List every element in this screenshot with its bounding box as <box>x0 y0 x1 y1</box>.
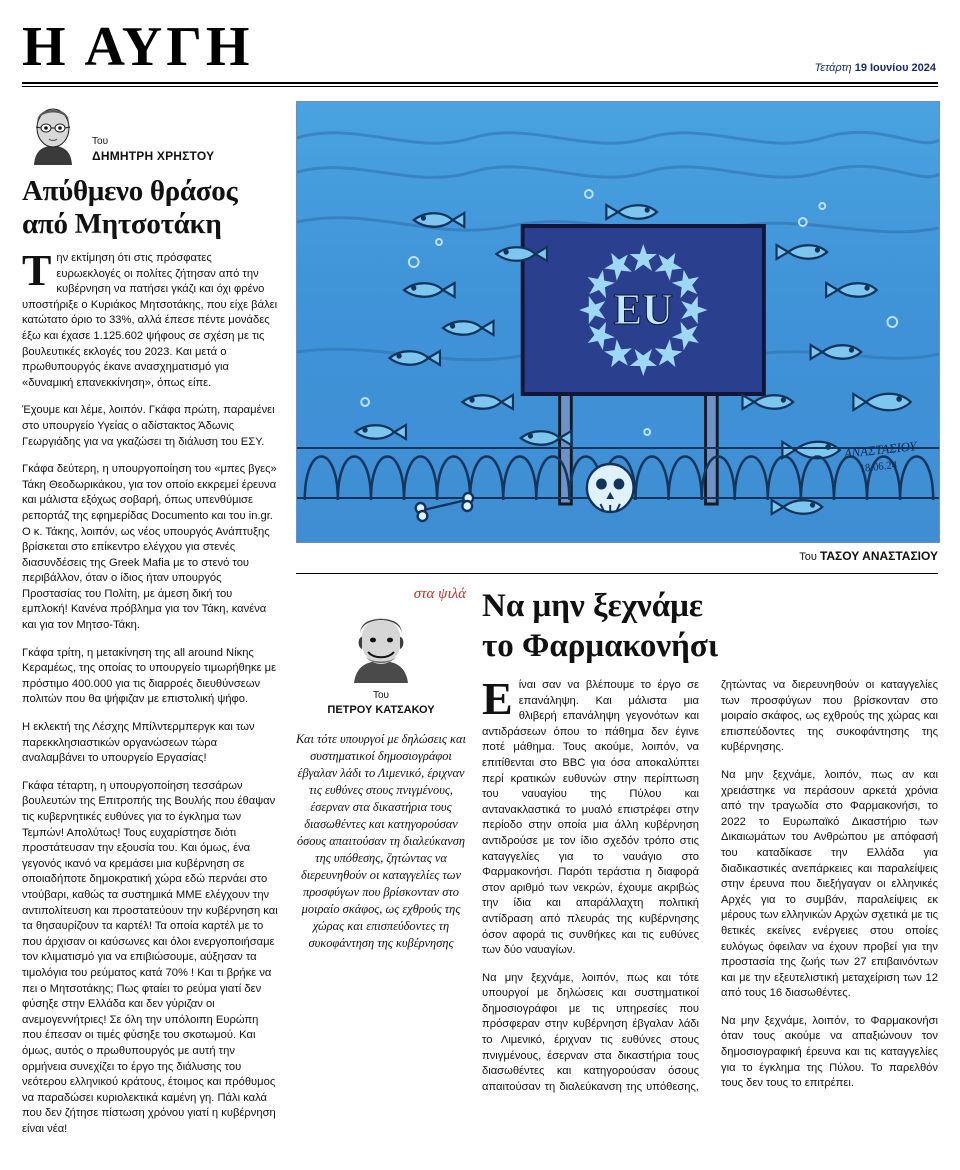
cartoon-signature: ANΑΣΤΑΣΙΟΥ <box>843 439 918 461</box>
feature-paragraph: Να μην ξεχνάμε, λοιπόν, πως αν και χρειάστηκε να περάσουν αρκετά χρόνια από την τραγωδία στο Φαρμακονήσι, το 2022 το Ευρωπαϊκό Δικαστήριο των Δικαιωμάτων του Ανθρώπου με απόφασή του καταδίκασε την Ελλάδα για διαδικαστικές ανεπάρκειες και παραλείψεις στην έρευνα που διεξήγαγαν οι ελληνικές Αρχές για το συμβάν, παραλείψεις εκ μέρους των ελληνικών Αρχών σχετικά με τις θετικές εκείνες ενέργειες στου οποίες ευλόγως όφειλαν να έχουν προβεί για την προστασία της ζωής των 27 επιβαινόντων και με την εξευτελιστική μεταχείριση των 12 από τους 16 διασωθέντες. <box>721 768 938 1000</box>
page-title <box>22 175 278 241</box>
feature-kicker: στα ψιλά <box>413 586 466 602</box>
opinion-paragraph: Έχουμε και λέμε, λοιπόν. Γκάφα πρώτη, παραμένει στο υπουργείο Υγείας ο αδίστακτος Άδωνις Γεωργιάδης για να γκαζώσει τη διάλυση του ΕΣΥ. <box>22 404 275 448</box>
headline-line-1: Απύθμενο θράσος <box>22 175 238 207</box>
opinion-paragraph: Η εκλεκτή της Λέσχης Μπίλντερμπεργκ και των παρεκκλησιαστικών οργανώσεων τώρα αναλαμβάνει το υπουργείο Εργασίας! <box>22 721 255 765</box>
opinion-paragraph <box>22 246 278 391</box>
feature-article <box>296 586 938 1100</box>
masthead-rule <box>22 82 938 84</box>
author-portrait <box>22 101 84 167</box>
billboard-label: EU <box>613 285 674 335</box>
byline-prefix: Του <box>92 136 109 147</box>
feature-title <box>482 586 938 666</box>
opinion-paragraph-text: ην εκτίμηση ότι στις πρόσφατες ευρωεκλογές οι πολίτες ζήτησαν από την κυβέρνηση να πατήσει γκάζι και όχι φρένο υποστήριξε ο Κυριάκος Μητσοτάκης, που είχε βάλει κατώτατο όριο το 33%, αλλά έπεσε πέντε μονάδες έξω και έχασε 1.125.602 ψήφους σε σχέση με τις βουλευτικές εκλογές του 2023. Και μετά ο πρωθυπουργός έκανε ανασχηματισμό για «δυναμική επανεκκίνηση», όπως είπε. <box>22 252 278 389</box>
cartoon-credit-prefix: Του <box>799 551 817 563</box>
masthead <box>22 18 938 80</box>
cartoon-signature-date: 18.06.24 <box>859 458 898 476</box>
feature-author-portrait <box>338 607 424 685</box>
byline-name: ΔΗΜΗΤΡΗ ΧΡΗΣΤΟΥ <box>92 149 215 163</box>
opinion-byline <box>92 135 214 167</box>
feature-dropcap: Ε <box>482 673 513 724</box>
feature-body <box>482 673 938 1100</box>
portrait-illustration <box>22 101 84 167</box>
opinion-paragraph: Γκάφα τρίτη, η μετακίνηση της all around Νίκης Κεραμέως, της οποίας το υπουργείο τιμωρήθηκε με πρόστιμο 400.000 για τις διαρροές διευθύνσεων πολιτών που θα ψήφιζαν με επιστολική ψήφο. <box>22 646 277 706</box>
masthead-rule-thin <box>22 86 938 87</box>
dateline-day: Τετάρτη <box>814 62 852 74</box>
feature-sidebar <box>296 586 466 1100</box>
opinion-body <box>22 246 278 1137</box>
cartoon-block <box>296 101 938 563</box>
dateline <box>815 62 936 74</box>
feature-title-line-1: Να μην ξεχνάμε <box>482 588 703 624</box>
opinion-author-block <box>22 101 278 167</box>
feature-paragraph-text: ίναι σαν να βλέπουμε το έργο σε επανάληψη. Και μάλιστα μια θλιβερή επανάληψη γεγονότων και αντιδράσεων όπου το πάθημα δεν έγινε ποτέ μάθημα. Τους ακούμε, λοιπόν, να επιτίθενται στο BBC για όσα αποκαλύπτει περί κρατικών ευθυνών στην περίπτωση του ναυαγίου της Πύλου και αντανακλαστικά το μυαλό επιστρέφει στην περίοδο στην οποία μια άλλη κυβέρνηση αντιδρούσε με τον ίδιο σχεδόν τρόπο στις καταγγελίες για το ναυάγιο στο Φαρμακονήσι. Παρότι τεράστια η διαφορά στον αριθμό των νεκρών, έχουμε ακριβώς την ίδια και απαράλλαχτη πολιτική αντίδραση από πλευράς της κυβέρνησης όσον αφορά τις συνθήκες και τις ευθύνες των δύο ναυαγίων. <box>482 679 699 957</box>
portrait-illustration <box>338 607 424 685</box>
opinion-column <box>22 101 278 1149</box>
feature-pullquote: Και τότε υπουργοί με δηλώσεις και συστηματικοί δημοσιογράφοι έβγαλαν λάδι το Λιμενικό, έριχναν τις ευθύνες στους πνιγμένους, έσερναν στα δικαστήρια τους διασωθέντες και κατηγορούσαν όσους απαιτούσαν τη διαλεύκανση της υπόθεσης, ζητώντας να διερευνηθούν οι καταγγελίες των προσφύγων που βρίσκονταν στο μοιραίο σκάφος, ως εχθρούς της χώρας και επισπεύδοντες τη συκοφάντηση της κυβέρνησης <box>296 732 466 950</box>
opinion-paragraph: Γκάφα δεύτερη, η υπουργοποίηση του «μπες βγες» Τάκη Θεοδωρικάκου, για τον οποίο εκκρεμεί έρευνα και μάλιστα εξόχως σοβαρή, όπως υπενθύμισε ρεπορτάζ της εφημερίδας Documento και του in.gr. Ο κ. Τάκης, λοιπόν, ως νέος υπουργός Ανάπτυξης βρίσκεται στο επίκεντρο ελέγχου για στενές διασυνδέσεις της Greek Mafia με το στενό του περιβάλλον, όταν ο ίδιος ήταν υπουργός Προστασίας του Πολίτη, με άμεση δική του εμπλοκή! Κανένα πρόβλημα για τον Τάκη, κανένα και για τον Μητσο-Τάκη. <box>22 463 277 632</box>
feature-byline-prefix: Του <box>372 690 390 701</box>
feature-byline-name: ΠΕΤΡΟΥ ΚΑΤΣΑΚΟΥ <box>327 704 435 716</box>
feature-byline <box>296 689 466 717</box>
section-divider <box>296 573 938 574</box>
feature-title-line-2: το Φαρμακονήσι <box>482 628 719 664</box>
cartoon-credit <box>296 549 938 563</box>
opinion-paragraph: Γκάφα τέταρτη, η υπουργοποίηση τεσσάρων βουλευτών της Επιτροπής της Βουλής που έθαψαν τις κυβερνητικές ευθύνες για το έγκλημα των Τεμπών! Απολύτως! Τους ευχαρίστησε διότι προστάτευσαν την εξουσία του. Και όμως, ένα γεγονός ικανό να κρεμάσει μια κυβέρνηση σε οποιαδήποτε δημοκρατική χώρα εδώ περνάει στο ντούβαρι, καθώς τα συστημικά ΜΜΕ ελέγχουν την αντιπολίτευση και προστατεύουν την κυβέρνηση και τα θησαυρίζουν τα καρτέλ! Τα οποία καρτέλ με το που άρχισαν οι καύσωνες και όλοι ενεργοποιήσαμε τον κλιματισμό για να επιβιώσουμε, αύξησαν τα τιμολόγια του ρεύματος κατά 70% ! Και τι βρήκε να πει ο Μητσοτάκης; Πως φταίει το ρεύμα γιατί δεν φύσηξε στην Ελλάδα και δεν γύριζαν οι ανεμογεννήτριες! Σε όλη την υπόλοιπη Ευρώπη που έπεσαν οι τιμές φύσηξε του σκοτωμού. Και όμως, αυτός ο πρωθυπουργός με αυτή την ορμήνεια συνεχίζει το έργο της διάλυσης του νεότερου ελληνικού κράτους, έτοιμος και πρόθυμος να παραδώσει κυριολεκτικά καμένη γη. Πάλι καλά που δεν ζήτησε πίστωση χρόνου γιατί η κυβέρνηση είναι νέα! <box>22 779 278 1135</box>
right-column <box>296 101 938 1149</box>
dateline-date: 19 Ιουνίου 2024 <box>854 62 936 74</box>
feature-paragraph: Να μην ξεχνάμε, λοιπόν, πως και τότε υπουργοί με δηλώσεις και συστηματικοί δημοσιογράφοι με τις υπηρεσίες που πρόσφεραν στην κυβέρνηση έβγαλαν λάδι το Λιμενικό, έριχναν τις ευθύνες στους πνιγμένους, έσερναν στα δικαστήρια τους διασωθέντες και κατηγορούσαν όσους απαιτούσαν τη διαλεύκανση της υπόθεσης, ζητώντας να διερευνηθούν οι καταγγελίες των προσφύγων που βρίσκονταν στο μοιραίο σκάφος, ως εχθρούς της χώρας και επισπεύδοντες της συκοφάντησης της κυβέρνησης. <box>482 679 938 1093</box>
feature-paragraph <box>482 673 699 959</box>
feature-main <box>482 586 938 1100</box>
skull-icon <box>587 464 634 513</box>
opinion-dropcap: Τ <box>22 246 52 295</box>
feature-paragraph: Να μην ξεχνάμε, λοιπόν, το Φαρμακονήσι όταν τους ακούμε να απαξιώνουν τον δημοσιογραφική έρευνα και τις καταγγελίες για το έγκλημα της Πύλου. Το παρελθόν τους δεν τους το επιτρέπει. <box>721 1014 938 1090</box>
page-grid <box>22 101 938 1149</box>
headline-line-2: από Μητσοτάκη <box>22 208 222 240</box>
newspaper-logo: Η ΑΥΓΗ <box>22 16 254 78</box>
cartoon-credit-name: ΤΑΣΟΥ ΑΝΑΣΤΑΣΙΟΥ <box>819 549 938 563</box>
editorial-cartoon <box>296 101 940 543</box>
